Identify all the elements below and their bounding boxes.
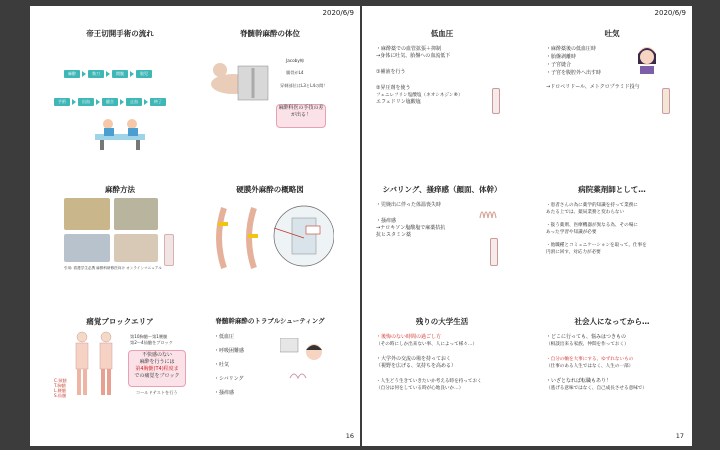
slide-line: ・他職種とコミュニケーションを取って、仕事を (546, 243, 647, 248)
block-footer: コールドテストを行う (136, 390, 178, 395)
slide-line: ・大学外の交流の場を持っておく (376, 356, 452, 362)
slide-line: →ナロキソン塩酸塩で麻薬拮抗 (376, 225, 446, 231)
legend-item: L.腰髄 (54, 388, 67, 393)
slide-line: ・後悔のない時間の過ごし方 (376, 334, 442, 340)
slide-block-area (50, 316, 190, 444)
position-label: Jacoby線 (286, 58, 304, 63)
slide-shivering (372, 184, 512, 312)
dermatome-illustration (68, 330, 118, 400)
callout-line: 麻酔を行うには (139, 359, 175, 365)
position-label: 穿刺部位はL3とL4の間！ (280, 83, 328, 88)
slide-line: ・子宮縫合 (546, 62, 572, 68)
flow-arrow (82, 71, 86, 77)
callout-box: 麻酔科医の手技の差が出る！ (276, 104, 326, 128)
slide-line: ・胎盤剥離時 (546, 54, 577, 60)
slide-working-life (542, 316, 682, 444)
callout-line: での痛覚をブロック (134, 373, 180, 379)
flow-step: 開腹 (112, 70, 128, 78)
flow-step: 胎児 (136, 70, 152, 78)
ampoule-image (492, 88, 500, 114)
slide-line: ②昇圧剤を使う (376, 85, 411, 91)
slide-hypotension (372, 28, 512, 156)
slide-line: あたる上では、薬局業務と変わらない (546, 210, 625, 215)
slide-line: →身体に吐気、胎盤への血流低下 (376, 53, 451, 59)
position-label: 腸骨がL4 (286, 70, 304, 75)
slide-line: ・麻酔薬での血管拡張＋抑制 (376, 46, 442, 52)
slide-title: 吐気 (604, 29, 620, 38)
trouble-item: ・シバリング (214, 376, 244, 382)
slide-line: ①補液を行う (376, 69, 406, 75)
slide-cesarean-flow (50, 28, 190, 156)
procedure-photo (114, 198, 158, 230)
procedure-photo (64, 234, 110, 262)
block-note: 第2〜4仙髄をブロック (130, 340, 173, 345)
legend-item: S.仙髄 (54, 393, 67, 398)
flow-arrow (106, 71, 110, 77)
slide-line: （視野を広げる、気持ちを高める） (376, 363, 457, 369)
callout-line: 不快感のない (141, 352, 172, 358)
patient-position-illustration (208, 46, 278, 106)
flow-arrow (96, 99, 100, 105)
slide-anesthesia-method (50, 184, 190, 312)
page-date: 2020/6/9 (322, 9, 354, 17)
flow-step: 終了 (150, 98, 166, 106)
slide-title: 帝王切開手術の流れ (86, 29, 154, 38)
flow-arrow (144, 99, 148, 105)
flow-step: 手術 (54, 98, 70, 106)
trouble-illustrations (280, 338, 330, 398)
page-number: 17 (675, 432, 684, 440)
nauseous-woman-illustration (634, 44, 660, 74)
slide-line: あった学習や知識が必要 (546, 230, 597, 235)
epidural-illustration (204, 198, 334, 274)
slide-title: 麻酔方法 (105, 185, 135, 194)
ampoule-image (662, 88, 670, 114)
slide-line: （相談出来る家族、仲間を作っておく） (546, 342, 629, 347)
slide-line: ・麻酔薬後の低血圧時 (546, 46, 597, 52)
flow-step: 止血 (126, 98, 142, 106)
ampoule-image (490, 238, 498, 266)
slide-line: ・人生どう生きていきたいか考える時を持っておく (376, 379, 482, 384)
slide-line: （自分は何をしている時が心地良いか…） (376, 386, 464, 391)
handout-page-right (362, 6, 692, 446)
flow-step: 麻酔 (64, 70, 80, 78)
slide-title: シバリング、掻痒感（顔面、体幹） (382, 185, 502, 194)
procedure-photo (64, 198, 110, 230)
slide-line: フェニレフリン塩酸塩（ネオシネジン®） (376, 93, 463, 98)
slide-line: ・子宮を腹腔外へ出す時 (546, 70, 602, 76)
slide-title: 低血圧 (430, 29, 454, 38)
page-number: 16 (345, 432, 354, 440)
slide-troubleshooting (200, 316, 340, 444)
slide-title: 脊髄幹麻酔の体位 (240, 29, 300, 38)
slide-line: エフェドリン塩酸塩 (376, 99, 421, 105)
slide-title: 痛覚ブロックエリア (86, 317, 154, 326)
procedure-photo (114, 234, 158, 262)
trouble-item: ・掻痒感 (214, 390, 235, 396)
slide-line: ・患者さんの為に薬学的知識を持って業務に (546, 203, 638, 208)
image-caption: 引用: 看護学生必携 麻酔科研修医向け オンラインマニュアル (64, 266, 162, 270)
page-date: 2020/6/9 (654, 9, 686, 17)
trouble-item: ・吐気 (214, 362, 230, 368)
callout-line: 第4胸髄(T4)程度ま (135, 366, 179, 372)
slide-line: ・児娩出に伴った体温喪失時 (376, 202, 442, 208)
syringe-image (164, 234, 174, 266)
block-note: 第10胸髄〜第1腰髄 (130, 334, 168, 339)
slide-line: →ドロペリドール、メトクロプラミド投与 (546, 84, 640, 90)
slide-epidural-diagram (200, 184, 340, 312)
slide-line: （逃げる意味ではなく、自己成長させる意味で） (546, 386, 647, 391)
slide-title: 硬膜外麻酔の概略図 (236, 185, 304, 194)
flow-step: 出血 (78, 98, 94, 106)
flow-arrow (130, 71, 134, 77)
legend-item: C.頸髄 (54, 378, 67, 383)
slide-line: ・扱う薬剤、医療機器が異なる為、その場に (546, 223, 638, 228)
slide-title: 脊髄幹麻酔のトラブルシューティング (215, 317, 325, 325)
slide-hospital-pharmacist (542, 184, 682, 312)
slide-line: ・どこに行っても、悩みはつきもの (546, 334, 627, 340)
slide-line: ・いざとなれば転職もあり！ (546, 378, 612, 384)
flow-arrow (120, 99, 124, 105)
trouble-item: ・呼吸困難感 (214, 348, 245, 354)
itching-hands-illustration (476, 200, 502, 220)
slide-line: 抗ヒスタミン薬 (376, 232, 412, 238)
slide-spinal-position (200, 28, 340, 156)
handout-page-left (30, 6, 360, 446)
slide-title: 病院薬剤師として… (578, 185, 646, 194)
slide-line: 円滑に回す、対応力が必要 (546, 250, 601, 255)
flow-step: 執刀 (88, 70, 104, 78)
slide-line: ・自分の軸を大事にする、ゆずれないもの (546, 357, 634, 362)
flow-arrow (72, 99, 76, 105)
slide-university-life (372, 316, 512, 444)
block-callout (128, 350, 186, 387)
slide-title: 社会人になってから… (574, 317, 650, 326)
legend-item: T.胸髄 (54, 383, 66, 388)
slide-nausea (542, 28, 682, 156)
trouble-item: ・低血圧 (214, 334, 235, 340)
flow-step: 縫合 (102, 98, 118, 106)
surgery-illustration (90, 112, 150, 152)
slide-line: （仕事のある人生ではなく、人生の一部） (546, 364, 634, 369)
slide-title: 残りの大学生活 (415, 317, 469, 326)
slide-line: ・掻痒感 (376, 218, 397, 224)
slide-line: （その時にしか出来ない事、人によって様々…） (376, 342, 478, 347)
